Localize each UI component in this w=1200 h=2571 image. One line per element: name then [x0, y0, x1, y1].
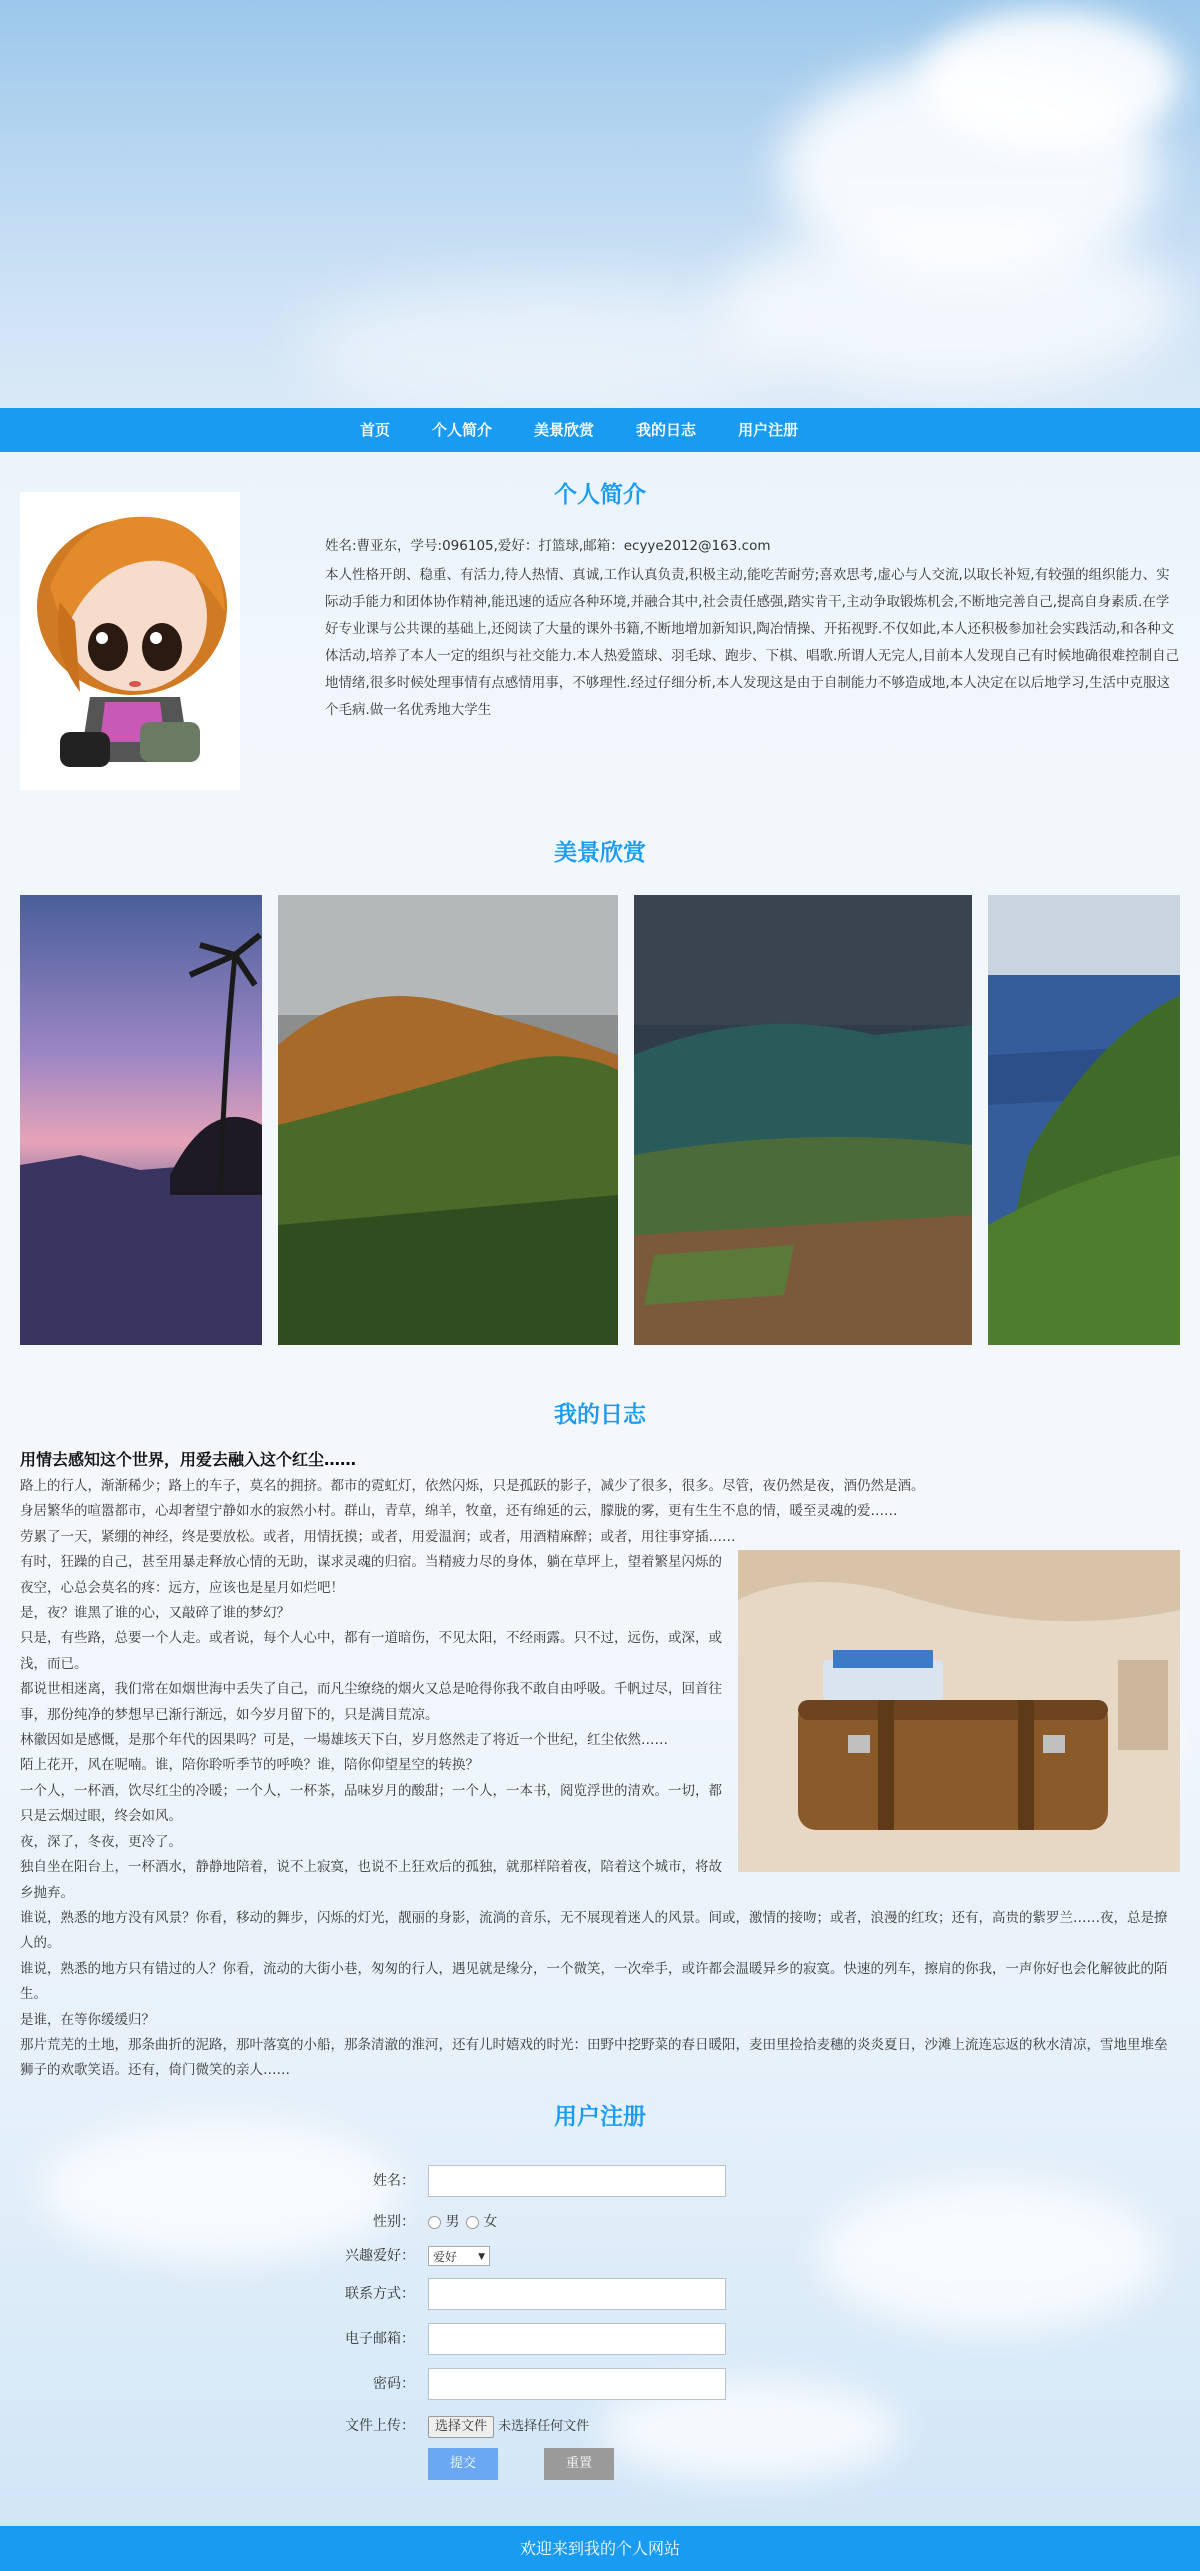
diary-line: 是，夜？谁黑了谁的心，又敲碎了谁的梦幻？ [20, 1605, 290, 1622]
main-nav [0, 408, 1200, 452]
name-row [0, 2163, 1200, 2199]
nav-home[interactable]: 首页 [360, 421, 391, 439]
password-row [0, 2366, 1200, 2402]
email-row [0, 2321, 1200, 2357]
gender-male-radio[interactable] [428, 2216, 441, 2229]
nav-profile[interactable]: 个人简介 [432, 421, 493, 439]
gender-label: 性别： [373, 2214, 415, 2230]
gallery-image-beach [20, 895, 262, 1345]
gender-female-radio[interactable] [466, 2216, 479, 2229]
diary-line: 劳累了一天，紧绷的神经，终是要放松。或者，用情抚摸；或者，用爱温润；或者，用酒精麻醉；或者，用往事穿插…… [20, 1528, 736, 1545]
gallery-image-valley [634, 895, 972, 1345]
choose-file-button[interactable]: 选择文件 [428, 2416, 494, 2438]
register-title: 用户注册 [554, 2104, 646, 2130]
gallery-title: 美景欣赏 [554, 840, 646, 866]
nav-diary[interactable]: 我的日志 [636, 421, 697, 439]
diary-line: 夜，深了，冬夜，更冷了。 [20, 1833, 182, 1850]
nav-register[interactable]: 用户注册 [738, 421, 799, 439]
email-field[interactable] [428, 2323, 726, 2355]
diary-line: 那片荒芜的土地，那条曲折的泥路，那叶落寞的小船，那条清澈的淮河，还有儿时嬉戏的时光：田野中挖野菜的春日暖阳，麦田里捡拾麦穗的炎炎夏日，沙滩上流连忘返的秋水清凉，雪地里堆垒狮子的欢歌笑语。还有，倚门微笑的亲人…… [20, 2036, 1168, 2079]
contact-label: 联系方式： [345, 2286, 415, 2302]
hobby-select[interactable] [428, 2246, 490, 2266]
diary-heading: 用情去感知这个世界，用爱去融入这个红尘…… [20, 1450, 357, 1469]
gender-female-label: 女 [483, 2214, 498, 2230]
diary-line: 有时，狂躁的自己，甚至用暴走释放心情的无助，谋求灵魂的归宿。当精疲力尽的身体，躺在草坪上，望着繁星闪烁的夜空，心总会莫名的疼：远方，应该也是星月如烂吧！ [20, 1554, 722, 1596]
profile-body: 本人性格开朗、稳重、有活力,待人热情、真诚,工作认真负责,积极主动,能吃苦耐劳;喜欢思考,虚心与人交流,以取长补短,有较强的组织能力、实际动手能力和团体协作精神,能迅速的适应各种环境,并融合其中,社会责任感强,踏实肯干,主动争取锻炼机会,不断地完善自己,提高自身素质.在学好专业课与公共课的基础上,还阅读了大量的课外书籍,不断地增加新知识,陶冶情操、开拓视野.不仅如此,本人还积极参加社会实践活动,和各种文体活动,培养了本人一定的组织与社交能力.本人热爱篮球、羽毛球、跑步、下棋、唱歌.所谓人无完人,目前本人发现自己有时候地确很难控制自己地情绪,很多时候处理事情有点感情用事，不够理性.经过仔细分析,本人发现这是由于自制能力不够造成地,本人决定在以后地学习,生活中克服这个毛病.做一名优秀地大学生 [325, 567, 1180, 718]
hobby-row [0, 2238, 1200, 2274]
profile-text [325, 533, 1180, 724]
gallery-image-mountain-sunset [278, 895, 618, 1345]
footer: 欢迎来到我的个人网站 [0, 2526, 1200, 2571]
avatar [20, 492, 240, 790]
diary-line: 只是，有些路，总要一个人走。或者说，每个人心中，都有一道暗伤，不见太阳，不经雨露。只不过，远伤，或深，或浅，而已。 [20, 1630, 722, 1672]
name-label: 姓名： [373, 2173, 415, 2189]
password-input[interactable] [428, 2368, 726, 2400]
diary-line: 一个人，一杯酒，饮尽红尘的冷暖；一个人，一杯茶，品味岁月的酸甜；一个人，一本书，阅览浮世的清欢。一切，都只是云烟过眼，终会如风。 [20, 1782, 722, 1825]
diary-line: 独自坐在阳台上，一杯酒水，静静地陪着，说不上寂寞，也说不上狂欢后的孤独，就那样陪着夜，陪着这个城市，将故乡抛弃。 [20, 1859, 722, 1901]
diary-line: 路上的行人，渐渐稀少；路上的车子，莫名的拥挤。都市的霓虹灯，依然闪烁，只是孤跃的影子，减少了很多，很多。尽管，夜仍然是夜，酒仍然是酒。 [20, 1478, 925, 1494]
diary-image-suitcase [738, 1550, 1180, 1872]
gender-row [0, 2204, 1200, 2240]
hobby-selected: 爱好 [433, 2250, 458, 2264]
password-label: 密码： [373, 2376, 415, 2392]
diary-line: 陌上花开，风在呢喃。谁，陪你聆听季节的呼唤？谁，陪你仰望星空的转换？ [20, 1757, 479, 1774]
email-label: 电子邮箱： [345, 2331, 415, 2347]
profile-title: 个人简介 [554, 482, 646, 508]
gallery-image-cliffs [988, 895, 1180, 1345]
submit-button[interactable]: 提交 [428, 2448, 498, 2480]
diary-line: 都说世相迷离，我们常在如烟世海中丢失了自己，而凡尘缭绕的烟火又总是呛得你我不敢自由呼吸。千帆过尽，回首往事，那份纯净的梦想早已渐行渐远，如今岁月留下的，只是满目荒凉。 [20, 1681, 722, 1723]
upload-label: 文件上传： [345, 2418, 415, 2434]
contact-input[interactable] [428, 2278, 726, 2310]
diary-title: 我的日志 [554, 1402, 646, 1428]
diary-line: 林徽因如是感慨，是那个年代的因果吗？可是，一場雄垓天下白，岁月悠然走了将近一个世纪，红尘依然…… [20, 1732, 668, 1749]
diary-line: 谁说，熟悉的地方没有风景？你看，移动的舞步，闪烁的灯光，靓丽的身影，流淌的音乐，无不展现着迷人的风景。间或，激情的接吻；或者，浪漫的红玫；还有，高贵的紫罗兰……夜，总是撩人的。 [20, 1909, 1168, 1952]
nav-gallery[interactable]: 美景欣赏 [534, 421, 595, 439]
gender-male-label: 男 [445, 2214, 460, 2230]
chevron-down-icon: ▼ [478, 2252, 485, 2262]
contact-row [0, 2276, 1200, 2312]
header-banner [0, 0, 1200, 408]
upload-row [0, 2408, 1200, 2444]
diary-line: 是谁，在等你缓缓归？ [20, 2011, 155, 2028]
profile-meta: 姓名:曹亚东，学号:096105,爱好：打篮球,邮箱：ecyye2012@163.com [325, 538, 771, 554]
reset-button[interactable]: 重置 [544, 2448, 614, 2480]
name-input[interactable] [428, 2165, 726, 2197]
diary-line: 谁说，熟悉的地方只有错过的人？你看，流动的大街小巷，匆匆的行人，遇见就是缘分，一个微笑，一次牵手，或许都会温暖异乡的寂寞。快速的列车，擦肩的你我，一声你好也会化解彼此的陌生。 [20, 1960, 1168, 2003]
diary-content [20, 1448, 1180, 2084]
hobby-label: 兴趣爱好： [345, 2248, 415, 2264]
diary-line: 身居繁华的喧嚣都市，心却奢望宁静如水的寂然小村。群山，青草，绵羊，牧童，还有绵延的云，朦胧的雾，更有生生不息的情，暖至灵魂的爱…… [20, 1503, 898, 1520]
file-status: 未选择任何文件 [498, 2419, 590, 2434]
